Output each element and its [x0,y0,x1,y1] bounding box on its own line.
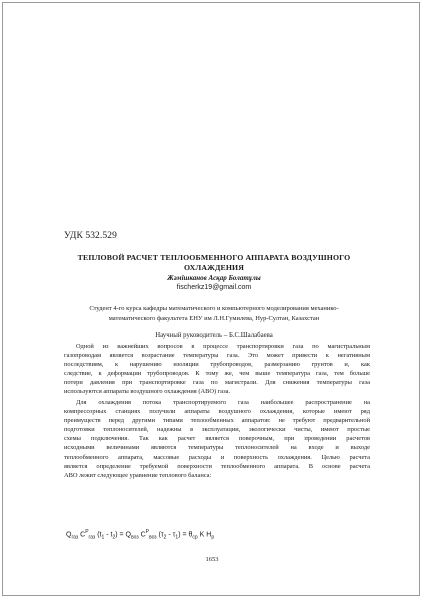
paragraph-line: АВО лежит следующее уравнение теплового баланса: [64,471,212,479]
page-number: 1653 [205,556,219,563]
paragraph-line: используются аппараты воздушного охлаждения (АВО) газа. [64,388,231,396]
paragraph-line: потери давления при транспортировке газа по магистрали. Для снижения температуры газа [64,379,370,387]
supervisor: Научный руководитель – Б.С.Шалабаева [155,332,273,339]
paragraph-2 [64,398,370,480]
author-email: fischerkz19@gmail.com [176,284,252,291]
affiliation-line-2: математического факультета ЕНУ им Л.Н.Гумилева, Нур-Султан, Казахстан [108,315,320,322]
paragraph-line: исходными величинами являются температуры теплоносителей на входе и выходе [64,444,370,452]
formula-sub-gas: газ [71,534,79,541]
article-title-line-1: ТЕПЛОВОЙ РАСЧЕТ ТЕПЛООБМЕННОГО АППАРАТА ВОЗДУШНОГО [77,253,351,262]
paragraph-line: преимуществ перед другими типами теплообменных аппаратов: не требуют предварительной [64,417,370,425]
udk-code: УДК 532.529 [64,231,117,241]
paragraph-line: компрессорных станциях получили аппараты воздушного охлаждения, которые имеют ряд [64,408,370,416]
paragraph-line: последствиям, к нарушению изоляции трубопроводов, размерзанию грунтов и, как [64,361,370,369]
paragraph-line: теплообменного аппарата, массовые расходы и поверхность охлаждения. Целью расчета [64,453,370,461]
article-title-line-2: ОХЛАЖДЕНИЯ [183,263,245,272]
heat-balance-formula: $Q_{газ}$ $C^P_{газ}$ $(t_1 - t_2) = Q_{воз}$ $C^P_{воз}$ $(\tau_2 - \tau_1) = \theta_{ср}$ K $H_р$ [66,529,215,541]
author-name: Жәмішканов Асқар Болатұлы [167,274,261,282]
paragraph-line: Для охлаждения потока транспортируемого газа наибольшее распространение на [76,399,370,406]
affiliation-line-1: Студент 4-го курса кафедры математического и компьютерного моделирования механико- [89,305,339,312]
paragraph-1 [64,342,370,397]
paragraph-line: подготовки теплоносителей, надежны в эксплуатации, экологически чисты, имеют простые [64,426,370,434]
paragraph-line: газопроводам является возрастание температуры газа. Это может привести к негативным [64,352,370,360]
paragraph-line: схемы подключения. Так как расчет является поверочным, при проведении расчетов [64,435,370,443]
paragraph-line: является определение требуемой поверхности теплообменного аппарата. В основе расчета [64,462,370,470]
paragraph-line: следствие, к деформации трубопроводов. К тому же, чем выше температура газа, тем больше [64,370,370,378]
paragraph-line: Одной из важнейших вопросов в процессе транспортировки газа по магистральным [76,343,370,350]
